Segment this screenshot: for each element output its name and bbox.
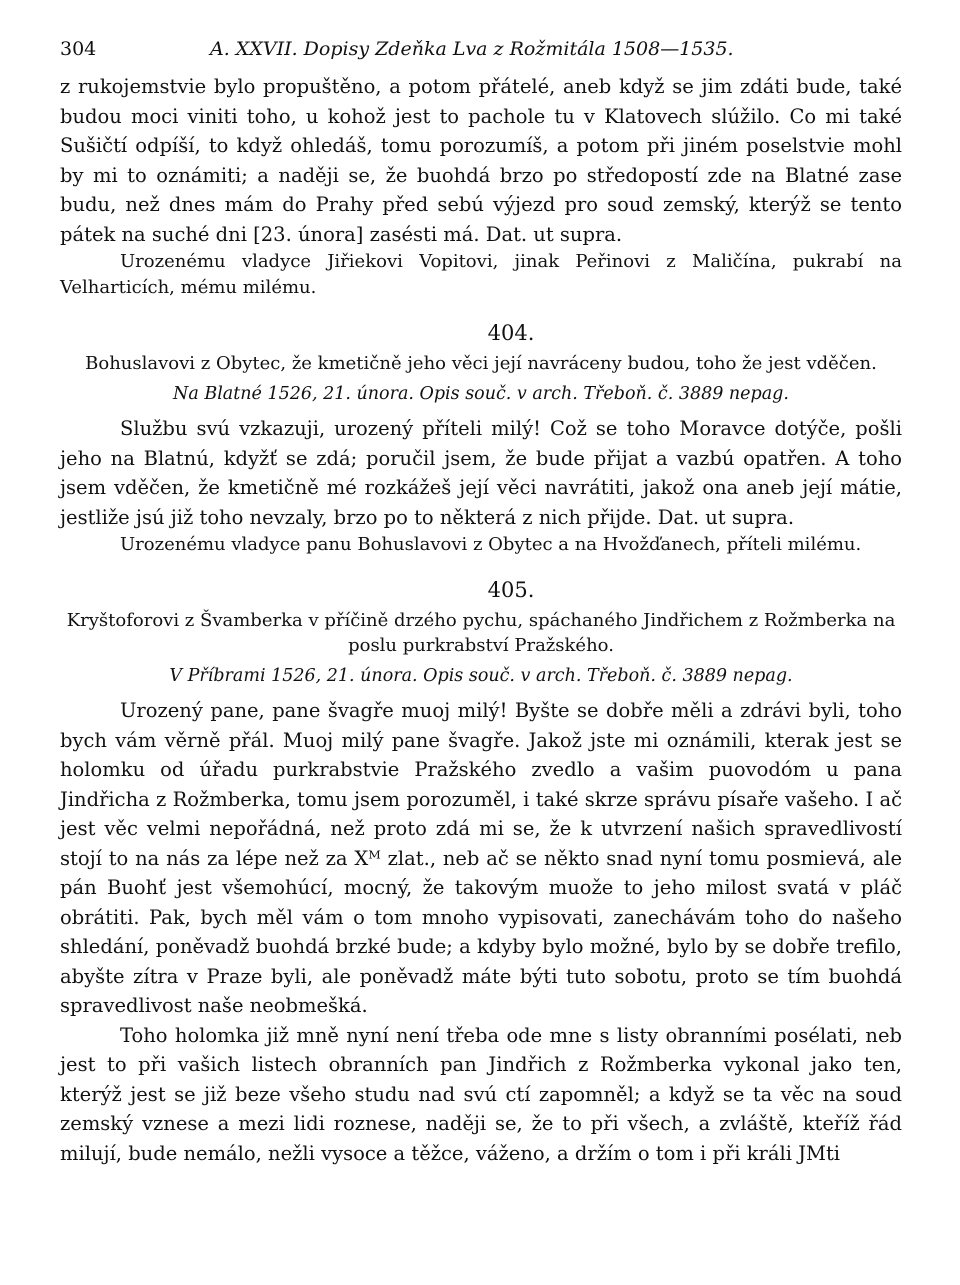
letter-summary: Kryštoforovi z Švamberka v příčině drzého pychu, spáchaného Jindřichem z Rožmberka na poslu purkrabství Pražského.: [66, 610, 896, 656]
letter-number: 405.: [487, 578, 535, 602]
letter-dateline: Na Blatné 1526, 21. února. Opis souč. v arch. Třeboň. č. 3889 nepag.: [173, 384, 789, 404]
letter-dateline: V Příbrami 1526, 21. února. Opis souč. v arch. Třeboň. č. 3889 nepag.: [169, 666, 793, 686]
running-head: [60, 38, 902, 72]
continuation-text: z rukojemstvie bylo propuštěno, a potom přátelé, aneb když se jim zdáti bude, také budou moci viniti toho, u kohož jest to pachole tu v Klatovech slúžilo. Co mi také Sušičtí odpíší, to když ohledáš, tomu porozumíš, a potom při jiném poselstvie mohl by mi to oznámiti; a naději se, že buohdá brzo po středopostí zde na Blatné zase budu, než dnes mám do Prahy před sebú výjezd pro soud zemský, kterýž se tento pátek na suché dni [23. února] zasésti má. Dat. ut supra.: [60, 75, 902, 246]
page-number: 304: [60, 38, 97, 60]
letter-404: [60, 321, 902, 558]
letter-summary: Bohuslavovi z Obytec, že kmetičně jeho věci její navráceny budou, toho že jest vděčen.: [85, 353, 877, 374]
letter-paragraph: Toho holomka již mně nyní není třeba ode mne s listy obranními posélati, neb jest to při vašich listech obranních pan Jindřich z Rožmberka vykonal jako ten, kterýž jest se již beze všeho studu nad svú ctí zapomněl; a když se ta věc na soud zemský vznese a mezi lidi roznese, naději se, že to při všech, a zvláště, kteříž řád milují, bude nemálo, nežli vysoce a těžce, váženo, a držím o tom i při králi JMti: [60, 1023, 902, 1165]
running-title: A. XXVII. Dopisy Zdeňka Lva z Rožmitála 1508—1535.: [210, 38, 734, 60]
letter-paragraph: Urozený pane, pane švagře muoj milý! Byšte se dobře měli a zdrávi byli, toho bych vám věrně přál. Muoj milý pane švagře. Jakož jste mi oznámili, kterak jest se holomku od úřadu purkrabstvie Pražského zvedlo a vašim puovodóm u pana Jindřicha z Rožmberka, tomu jsem porozuměl, i také skrze správu písaře vašeho. I ač jest věc velmi nepořádná, než proto zdá mi se, že k utvrzení našich spravedlivostí stojí to na nás za lépe než za Xᴹ zlat., neb ač se někto snad nyní tomu posmievá, ale pán Buohť jest všemohúcí, mocný, že takovým muože to jeho milost svatá v pláč obrátiti. Pak, bych měl vám o tom mnoho vypisovati, zanechávám toho do našeho shledání, poněvadž buohdá brzké bude; a kdyby bylo možné, bylo by se dobře trefilo, abyšte zítra v Praze byli, ale poněvadž máte býti tuto sobotu, proto se tím buohdá spravedlivost naše neobmešká.: [60, 699, 902, 1017]
book-page: [60, 38, 902, 1168]
continuation-address: Urozenému vladyce Jiřiekovi Vopitovi, jinak Peřinovi z Maličína, pukrabí na Velharticích, mému milému.: [60, 251, 902, 298]
letter-paragraph: Službu svú vzkazuji, urozený příteli milý! Což se toho Moravce dotýče, pošli jeho na Blatnú, kdyžť se zdá; poručil jsem, že bude přijat a vazbú opatřen. A toho jsem vděčen, že kmetičně mé rozkážeš její věci navrátiti, jakož ona aneb její mátie, jestliže jsú již toho nevzaly, brzo po to některá z nich přijde. Dat. ut supra.: [60, 417, 902, 529]
letter-address: Urozenému vladyce panu Bohuslavovi z Obytec a na Hvožďanech, příteli milému.: [120, 534, 862, 555]
letter-number: 404.: [487, 321, 535, 345]
letter-405: [60, 578, 902, 1168]
